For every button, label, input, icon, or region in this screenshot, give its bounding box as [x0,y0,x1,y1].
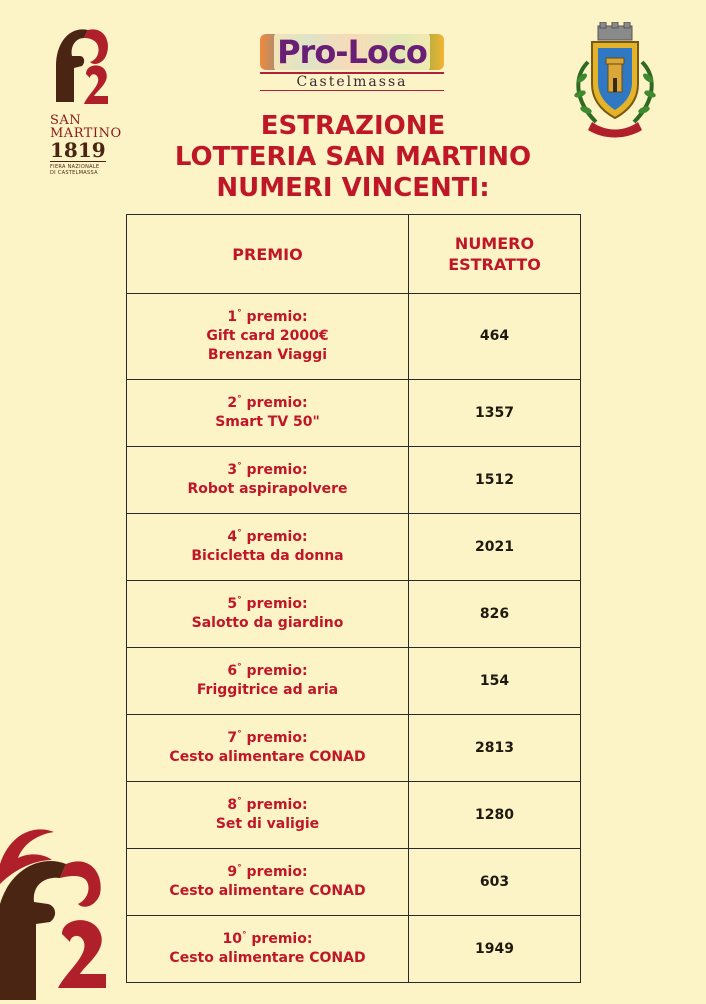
prize-rank [127,308,408,327]
prize-cell [127,294,409,380]
prize-description: Gift card 2000€ [206,328,329,344]
prize-cell [127,715,409,782]
san-martino-horse-decoration-icon [0,824,120,1000]
prize-rank [127,595,408,614]
prize-rank-number: 3 [227,462,238,478]
page-title [0,111,706,204]
prize-rank-number: 4 [227,529,238,545]
prize-rank-number: 5 [227,596,238,612]
logo-sub-2: DI CASTELMASSA [50,170,98,176]
prize-rank-ordinal: ° [237,729,242,740]
prize-rank-label: premio: [246,395,308,411]
winning-number: 1280 [409,782,581,849]
logo-sub-1: FIERA NAZIONALE [50,164,100,170]
prize-rank-ordinal: ° [237,662,242,673]
title-line-3: NUMERI VINCENTI: [216,173,490,203]
prize-rank-ordinal: ° [237,394,242,405]
prize-description: Smart TV 50" [215,414,320,430]
prize-rank-number: 10 [222,931,243,947]
prize-rank-number: 6 [227,663,238,679]
prize-rank-label: premio: [246,529,308,545]
prize-cell [127,782,409,849]
winning-number: 1512 [409,447,581,514]
prize-rank-label: premio: [246,663,308,679]
prize-description: Cesto alimentare CONAD [169,749,366,765]
prize-rank-label: premio: [246,797,308,813]
header-number-line-2: ESTRATTO [448,255,541,274]
prize-rank-number: 7 [227,730,238,746]
table-row [127,581,581,648]
prize-rank-number: 8 [227,797,238,813]
table-row [127,916,581,983]
table-row [127,380,581,447]
prize-cell [127,380,409,447]
header-prize [127,215,409,294]
prize-rank [127,662,408,681]
prize-rank-ordinal: ° [237,863,242,874]
san-martino-horse-logo-icon [50,16,114,112]
header-number-line-1: NUMERO [454,234,535,253]
bottom-decoration [0,824,120,1000]
prize-cell [127,916,409,983]
logo-text-san: SAN [50,113,82,128]
table-row [127,294,581,380]
winning-number: 603 [409,849,581,916]
header-prize-label: PREMIO [232,244,303,264]
prize-description: Bicicletta da donna [191,548,344,564]
prize-rank-number: 2 [227,395,238,411]
title-line-2: LOTTERIA SAN MARTINO [174,142,532,172]
winning-number: 1949 [409,916,581,983]
prize-rank-ordinal: ° [237,461,242,472]
prize-rank-label: premio: [251,931,313,947]
table-row [127,514,581,581]
prize-description: Cesto alimentare CONAD [169,950,366,966]
winning-number: 154 [409,648,581,715]
prize-rank-ordinal: ° [237,796,242,807]
prize-rank [127,729,408,748]
prize-rank [127,930,408,949]
header-number [409,215,581,294]
prize-description: Salotto da giardino [191,615,344,631]
winners-table [126,214,581,983]
winning-number: 826 [409,581,581,648]
prize-cell [127,447,409,514]
prize-rank-ordinal: ° [242,930,247,941]
table-row [127,715,581,782]
prize-rank-number: 1 [227,309,238,325]
prize-rank [127,394,408,413]
prize-rank-label: premio: [246,309,308,325]
pro-loco-name: Pro-Loco [274,33,430,71]
table-header-row [127,215,581,294]
prize-description-2: Brenzan Viaggi [207,347,328,363]
prize-rank [127,796,408,815]
prize-rank [127,528,408,547]
winning-number: 1357 [409,380,581,447]
prize-description: Cesto alimentare CONAD [169,883,366,899]
table-row [127,849,581,916]
pro-loco-town: Castelmassa [260,72,444,91]
prize-rank-label: premio: [246,864,308,880]
winning-number: 464 [409,294,581,380]
prize-description: Robot aspirapolvere [187,481,348,497]
prize-cell [127,514,409,581]
logo-year: 1819 [50,138,106,162]
prize-rank [127,461,408,480]
pro-loco-logo [260,34,444,98]
table-row [127,782,581,849]
prize-description: Friggitrice ad aria [196,682,339,698]
table-row [127,447,581,514]
prize-rank-number: 9 [227,864,238,880]
prize-description: Set di valigie [215,816,320,832]
prize-rank-label: premio: [246,462,308,478]
title-line-1: ESTRAZIONE [260,111,446,141]
prize-rank-ordinal: ° [237,595,242,606]
winning-number: 2813 [409,715,581,782]
prize-rank-ordinal: ° [237,308,242,319]
prize-cell [127,581,409,648]
table-row [127,648,581,715]
prize-cell [127,849,409,916]
winning-number: 2021 [409,514,581,581]
prize-rank-label: premio: [246,730,308,746]
prize-rank [127,863,408,882]
prize-rank-ordinal: ° [237,528,242,539]
logo-text-martino: MARTINO [50,126,122,141]
prize-cell [127,648,409,715]
prize-rank-label: premio: [246,596,308,612]
